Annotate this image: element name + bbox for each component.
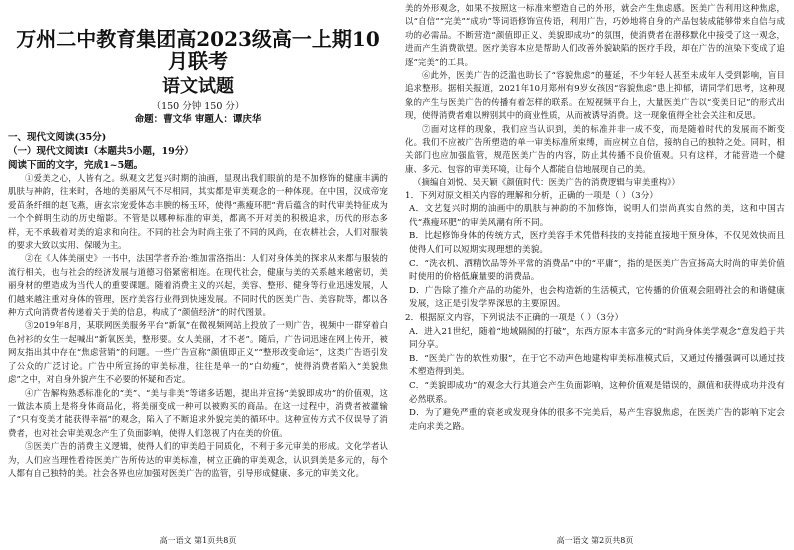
exam-duration: （150 分钟 150 分） (151, 101, 245, 112)
exam-proposer: 命题：曹文华 审题人：谭庆华 (134, 114, 262, 125)
exam-subtitle: 语文试题 (162, 76, 234, 97)
paragraph-8: ⑦面对这样的现象，我们应当认识到，美的标准并非一成不变，而是随着时代的发展而不断变化。我们不应被广告所塑造的单一审美标准所束缚，而应树立自信，接纳自己的独特之处。同时，相关部门也应加强监管，规范医美广告的内容，防止其传播不良价值观。只有这样，才能营造一个健康、多元、包容的审美环境，让每个人都能自信地展现自己的美。 (405, 123, 785, 174)
question-1-option-b: B．比起修饰身体的传统方式，医疗美容手术凭借科技的支持能直接地干预身体，不仅见效快而且使得人们可以短期实现理想的美貌。 (409, 231, 785, 256)
question-1-option-d: D．广告除了推介产品的功能外，也会构造新的生活模式，它传播的价值观会阻碍社会的和谐健康发展，这正是引发学界深思的主要原因。 (409, 285, 785, 310)
question-1-option-c: C．“洗衣机、洒精饮品等外平常的消费品”中的“平庸”，指的是医美广告宣扬高大时尚的审美价值时使用的价格低廉量要的消费品。 (409, 258, 785, 283)
instruction: 阅读下面的文字，完成1~5题。 (8, 160, 144, 171)
paragraph-3: ③2019年8月，某联网医美服务平台“新氧”在微视频网站上投放了一则广告，视频中一群穿着白色衬衫的女生一起喊出“新氧医美，整形要。女人美丽，才不老”。随后，广告词迅速在网上传开，被网友指出其中存在“焦虑营销”的问题。一些广告宣称“颜值即正义”“整形改变命运”，这类广告语引发了公众的广泛讨论。广告中所宣扬的审美标准，往往是单一的“白幼瘦”，使得消费者陷入“美貌焦虑”之中，对自身外貌产生不必要的怀疑和否定。 (8, 320, 388, 385)
left-column (8, 0, 388, 550)
question-2: 2．根据原文内容，下列说法不正确的一项是（ ）（3分） (405, 313, 624, 324)
paragraph-7: ⑥此外，医美广告的泛滥也助长了“容貌焦虑”的蔓延，不少年轻人甚至未成年人受到影响，盲目追求整形。据相关报道，2021年10月郑州有9岁女孩因“容貌焦虑”患上抑郁，请同学们思考，这种现象的产生与医美广告的传播有着怎样的联系。在短视频平台上，大量医美广告以“变美日记”的形式出现，使得消费者难以辨别其中的商业性质，从而被诱导消费。这一现象值得全社会关注和反思。 (405, 70, 785, 121)
question-2-option-c: C．“美貌即成功”的观念大行其道会产生负面影响，这种价值观是错误的，颜值和获得成功并没有必然联系。 (409, 381, 785, 405)
question-1: 1．下列对原文相关内容的理解和分析，正确的一项是（ ）（3分） (405, 190, 659, 201)
question-1-option-a: A．文艺复兴时期的油画中的肌肤与神韵的不加修饰，说明人们崇尚真实自然的美，这和中国古代“燕瘦环肥”的审美风潮有所不同。 (409, 204, 785, 228)
paragraph-1: ①爱美之心，人皆有之。纵观文艺复兴时期的油画，显现出我们眼前的是不加修饰的健康丰满的肌肤与神韵，往来时，各地的美丽风气不尽相同，其实都是审美观念的一种体现。在中国，汉成帝宠爱苗条纤细的赵飞燕，唐玄宗宠爱体态丰腴的杨玉环，使得“燕瘦环肥”背后蕴含的时代审美特征成为一个个鲜明生动的历史缩影。不管是以哪种标准的审美，都离不开对美的积极追求，历代的形态多样，无不承载着对美的追求和向往。不同的社会为时尚主张了不同的风尚，在农耕社会，人们对服装的要求大致以实用、保暖为主。 (8, 173, 388, 251)
exam-title: 万州二中教育集团高2023级高一上期10月联考 (16, 27, 380, 73)
article-source: （摘编自刘悦、吴天颖《颜值时代：医美广告的消费逻辑与审美重构》） (413, 177, 681, 188)
subsection-heading: （一）现代文阅读Ⅰ（本题共5小题，19分） (8, 146, 194, 157)
question-2-option-d: D．为了避免严重的衰老或发现身体的很多不完美后，易产生容貌焦虑，在医美广告的影响下定会走向求美之路。 (409, 408, 785, 432)
page-footer-right: 高一语文 第2页共8页 (556, 536, 634, 545)
question-2-option-b: B．“医美广告的软性劝服”，在于它不动声色地建构审美标准模式后，又通过传播强调可以通过技术塑造得到美。 (409, 353, 785, 378)
question-2-option-a: A．进入21世纪，随着“地域隔阂的打破”，东西方原本丰富多元的“时尚身体美学观念”意发趋于共同分享。 (409, 326, 785, 351)
paragraph-4: ④广告解构熟悉标准化的“美”、“美与非美”等诸多话题，提出并宣扬“美貌即成功”的价值观，这一做法本质上是将身体商品化，将美丽变成一种可以被购买的商品。在这一过程中，消费者被灌输了“只有变美才能获得幸福”的观念，陷入了不断追求外貌完美的循环中。这种宣传方式不仅误导了消费者，也对社会审美观念产生了负面影响，使得人们忽视了内在美的价值。 (8, 387, 388, 438)
paragraph-6: 美的外形观念，如果不按照这一标准来塑造自己的外形，就会产生焦虑感。医美广告利用这种焦虑，以“自信”“完美”“成功”等词语修饰宣传语，利用广告，巧妙地将自身的产品包装成能够带来自信与成功的必需品。不断营造“颜值即正义、美貌即成功”的氛围，使消费者在潜移默化中接受了这一观念，进而产生消费欲望。医疗美容本应是帮助人们改善外貌缺陷的医疗手段，却在广告的渲染下变成了追逐“完美”的工具。 (405, 3, 785, 67)
paragraph-5: ⑤医美广告的消费主义逻辑，使得人们的审美趋于同质化，不利于多元审美的形成。文化学者认为，人们应当理性看待医美广告所传达的审美标准，树立正确的审美观念，认识到美是多元的，每个人都有自己独特的美。社会各界也应加强对医美广告的监管，引导形成健康、多元的审美文化。 (8, 441, 388, 478)
right-column (405, 0, 785, 550)
section-heading: 一、现代文阅读(35分) (8, 132, 107, 143)
page-footer-left: 高一语文 第1页共8页 (159, 536, 237, 545)
paragraph-2: ②在《人体美丽史》一书中，法国学者乔治·维加雷洛指出：人们对身体美的探求从来都与服装的流行相关，也与社会的经济发展与道德习俗紧密相连。在现代社会，健康与美的关系越来越密切，美丽身材的塑造成为当代人的重要课题。随着消费主义的兴起，美容、整形、健身等行业迅速发展，人们越来越注重对身体的管理，医疗美容行业得到快速发展。不同时代的医美广告、美容院等，都以各种方式向消费者传递着关于美的信息，构成了“颜值经济”的时代图景。 (8, 253, 388, 318)
